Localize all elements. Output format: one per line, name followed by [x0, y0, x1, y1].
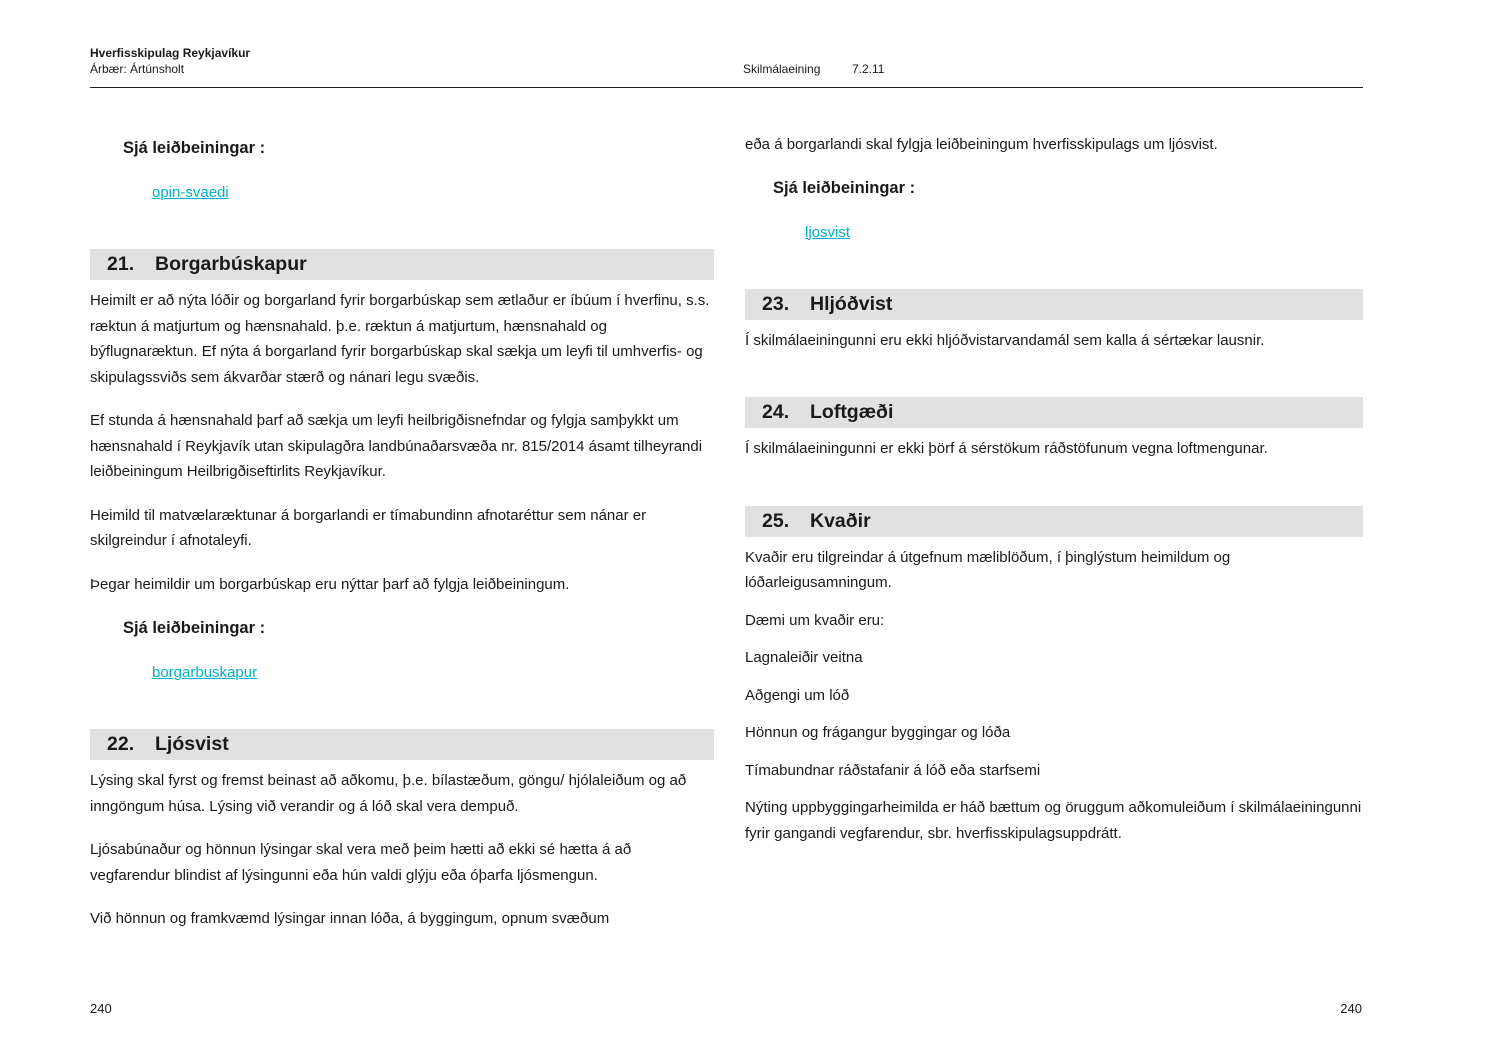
- see-guidelines-label: Sjá leiðbeiningar :: [123, 139, 266, 157]
- paragraph: Ljósabúnaður og hönnun lýsingar skal vera með þeim hætti að ekki sé hætta á að vegfarendur blindist af lýsingunni eða hún valdi glýju eða óþarfa ljósmengun.: [90, 841, 632, 884]
- link-borgarbuskapur[interactable]: borgarbuskapur: [152, 664, 258, 681]
- section-title: Loftgæði: [810, 401, 894, 423]
- section-number: 23.: [762, 292, 790, 315]
- page-number-right: 240: [1340, 1001, 1362, 1016]
- page-header: [90, 46, 1363, 82]
- list-item: Lagnaleiðir veitna: [745, 649, 863, 666]
- see-guidelines-link-row: [805, 224, 1363, 242]
- header-divider: [90, 87, 1363, 88]
- section-heading-22: [90, 729, 714, 760]
- list-item: Hönnun og frágangur byggingar og lóða: [745, 724, 1011, 741]
- header-meta-label: Skilmálaeining: [743, 62, 821, 76]
- section-heading-23: [745, 289, 1363, 320]
- paragraph: Dæmi um kvaðir eru:: [745, 611, 885, 629]
- paragraph: Heimilt er að nýta lóðir og borgarland fyrir borgarbúskap sem ætlaður er íbúum í hverfinu, s.s. ræktun á matjurtum og hænsnahald. þ.e. ræktun á matjurtum, hænsnahald og býflugnaræktun. Ef nýta á borgarland fyrir borgarbúskap skal sækja um leyfi til umhverfis- og skipulagssviðs sem ákvarðar stærð og nánari legu svæðis.: [90, 292, 710, 386]
- paragraph: Þegar heimildir um borgarbúskap eru nýttar þarf að fylgja leiðbeiningum.: [90, 575, 570, 593]
- paragraph: Lýsing skal fyrst og fremst beinast að aðkomu, þ.e. bílastæðum, göngu/ hjólaleiðum og að inngöngum húsa. Lýsing við verandir og á lóð skal vera dempuð.: [90, 772, 687, 815]
- list-item: Aðgengi um lóð: [745, 686, 850, 704]
- section-number: 22.: [107, 733, 135, 755]
- paragraph: Nýting uppbyggingarheimilda er háð bættum og öruggum aðkomuleiðum í skilmálaeiningunni fyrir gangandi vegfarendur, sbr. hverfisskipulagsuppdrátt.: [745, 799, 1362, 842]
- paragraph: eða á borgarlandi skal fylgja leiðbeiningum hverfisskipulags um ljósvist.: [745, 136, 1218, 153]
- see-guidelines-label: Sjá leiðbeiningar :: [773, 178, 916, 197]
- paragraph: Heimild til matvælaræktunar á borgarlandi er tímabundinn afnotaréttur sem nánar er skilgreindur í afnotaleyfi.: [90, 506, 647, 549]
- paragraph: Í skilmálaeiningunni eru ekki hljóðvistarvandamál sem kalla á sértækar lausnir.: [745, 331, 1265, 349]
- left-column: [90, 132, 714, 932]
- see-guidelines-link-row: [152, 184, 714, 202]
- section-title: Ljósvist: [155, 733, 229, 755]
- see-guidelines-label: Sjá leiðbeiningar :: [123, 619, 266, 637]
- document-subtitle: Árbær: Ártúnsholt: [90, 61, 185, 76]
- document-title: Hverfisskipulag Reykjavíkur: [90, 46, 251, 60]
- section-heading-25: [745, 506, 1363, 537]
- header-meta-value: 7.2.11: [852, 62, 885, 76]
- section-title: Hljóðvist: [810, 292, 893, 315]
- link-opin-svaedi[interactable]: opin-svaedi: [152, 184, 229, 201]
- section-title: Kvaðir: [810, 509, 871, 532]
- paragraph: Ef stunda á hænsnahald þarf að sækja um leyfi heilbrigðisnefndar og fylgja samþykkt um hænsnahald í Reykjavík utan skipulagðra landbúnaðarsvæða nr. 815/2014 ásamt tilheyrandi leiðbeiningum Heilbrigðiseftirlits Reykjavíkur.: [90, 412, 703, 480]
- section-heading-21: [90, 249, 714, 280]
- see-guidelines-link-row: [152, 664, 714, 682]
- section-number: 21.: [107, 253, 135, 275]
- page-number-left: 240: [90, 1001, 112, 1016]
- section-number: 24.: [762, 401, 790, 423]
- link-ljosvist[interactable]: ljosvist: [805, 223, 851, 241]
- section-title: Borgarbúskapur: [155, 253, 307, 275]
- right-column: [745, 132, 1363, 846]
- list-item: Tímabundnar ráðstafanir á lóð eða starfsemi: [745, 761, 1041, 779]
- paragraph: Kvaðir eru tilgreindar á útgefnum mæliblöðum, í þinglýstum heimildum og lóðarleigusamningum.: [745, 548, 1231, 591]
- paragraph: Við hönnun og framkvæmd lýsingar innan lóða, á byggingum, opnum svæðum: [90, 910, 610, 927]
- section-heading-24: [745, 397, 1363, 428]
- paragraph: Í skilmálaeiningunni er ekki þörf á sérstökum ráðstöfunum vegna loftmengunar.: [745, 440, 1268, 457]
- section-number: 25.: [762, 509, 790, 532]
